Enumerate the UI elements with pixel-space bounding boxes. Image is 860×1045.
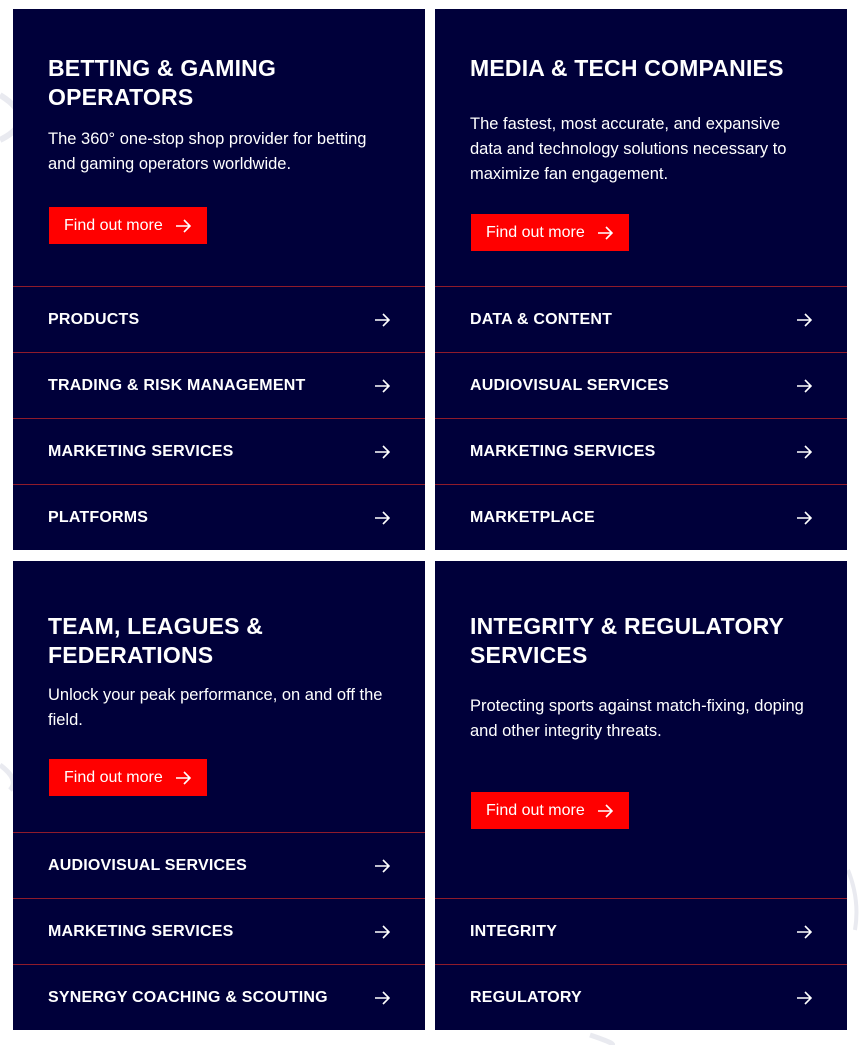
arrow-right-icon [374,925,390,939]
link-integrity[interactable] [435,898,847,964]
arrow-right-icon [374,445,390,459]
card-integrity-regulatory [435,561,847,1030]
link-trading-risk[interactable] [13,352,425,418]
arrow-right-icon [175,219,191,233]
card-title: TEAM, LEAGUES & FEDERATIONS [48,613,264,668]
card-title: BETTING & GAMING OPERATORS [48,55,277,110]
link-label: DATA & CONTENT [470,310,613,328]
link-label: MARKETING SERVICES [470,442,656,460]
link-label: AUDIOVISUAL SERVICES [48,856,248,874]
link-audiovisual-services[interactable] [435,352,847,418]
arrow-right-icon [796,379,812,393]
link-platforms[interactable] [13,484,425,550]
arrow-right-icon [597,226,613,240]
card-header [435,9,847,286]
arrow-right-icon [796,511,812,525]
card-links [13,286,425,550]
arrow-right-icon [374,379,390,393]
find-out-more-button[interactable] [471,214,629,251]
find-out-more-button[interactable] [49,207,207,244]
link-marketing-services[interactable] [13,898,425,964]
find-out-more-button[interactable] [49,759,207,796]
card-description: Protecting sports against match-fixing, doping and other integrity threats. [470,697,804,740]
card-title: INTEGRITY & REGULATORY SERVICES [470,613,784,668]
link-label: REGULATORY [470,988,582,1006]
card-description: Unlock your peak performance, on and off the field. [48,686,383,729]
link-label: MARKETPLACE [470,508,595,526]
card-betting-gaming [13,9,425,550]
link-data-content[interactable] [435,286,847,352]
arrow-right-icon [374,859,390,873]
link-products[interactable] [13,286,425,352]
card-description: The 360° one-stop shop provider for betting and gaming operators worldwide. [48,130,367,173]
card-teams-leagues [13,561,425,1030]
card-links [13,832,425,1030]
link-label: MARKETING SERVICES [48,442,234,460]
card-header [435,561,847,898]
card-links [435,898,847,1030]
arrow-right-icon [374,313,390,327]
cta-label: Find out more [486,223,585,241]
link-label: PLATFORMS [48,508,149,526]
card-header [13,561,425,832]
arrow-right-icon [796,925,812,939]
link-marketing-services[interactable] [435,418,847,484]
arrow-right-icon [796,313,812,327]
arrow-right-icon [374,511,390,525]
find-out-more-button[interactable] [471,792,629,829]
cta-label: Find out more [64,216,163,234]
link-label: SYNERGY COACHING & SCOUTING [48,988,328,1006]
arrow-right-icon [175,771,191,785]
link-synergy-coaching[interactable] [13,964,425,1030]
link-label: MARKETING SERVICES [48,922,234,940]
arrow-right-icon [597,804,613,818]
link-marketing-services[interactable] [13,418,425,484]
arrow-right-icon [374,991,390,1005]
link-regulatory[interactable] [435,964,847,1030]
link-label: PRODUCTS [48,310,140,328]
link-label: AUDIOVISUAL SERVICES [470,376,670,394]
card-title: MEDIA & TECH COMPANIES [470,55,784,81]
cta-label: Find out more [486,801,585,819]
link-label: INTEGRITY [470,922,558,940]
card-media-tech [435,9,847,550]
arrow-right-icon [796,991,812,1005]
link-audiovisual-services[interactable] [13,832,425,898]
cta-label: Find out more [64,768,163,786]
card-description: The fastest, most accurate, and expansive data and technology solutions necessary to maximize fan engagement. [470,115,787,183]
card-header [13,9,425,286]
card-links [435,286,847,550]
link-marketplace[interactable] [435,484,847,550]
arrow-right-icon [796,445,812,459]
link-label: TRADING & RISK MANAGEMENT [48,376,306,394]
